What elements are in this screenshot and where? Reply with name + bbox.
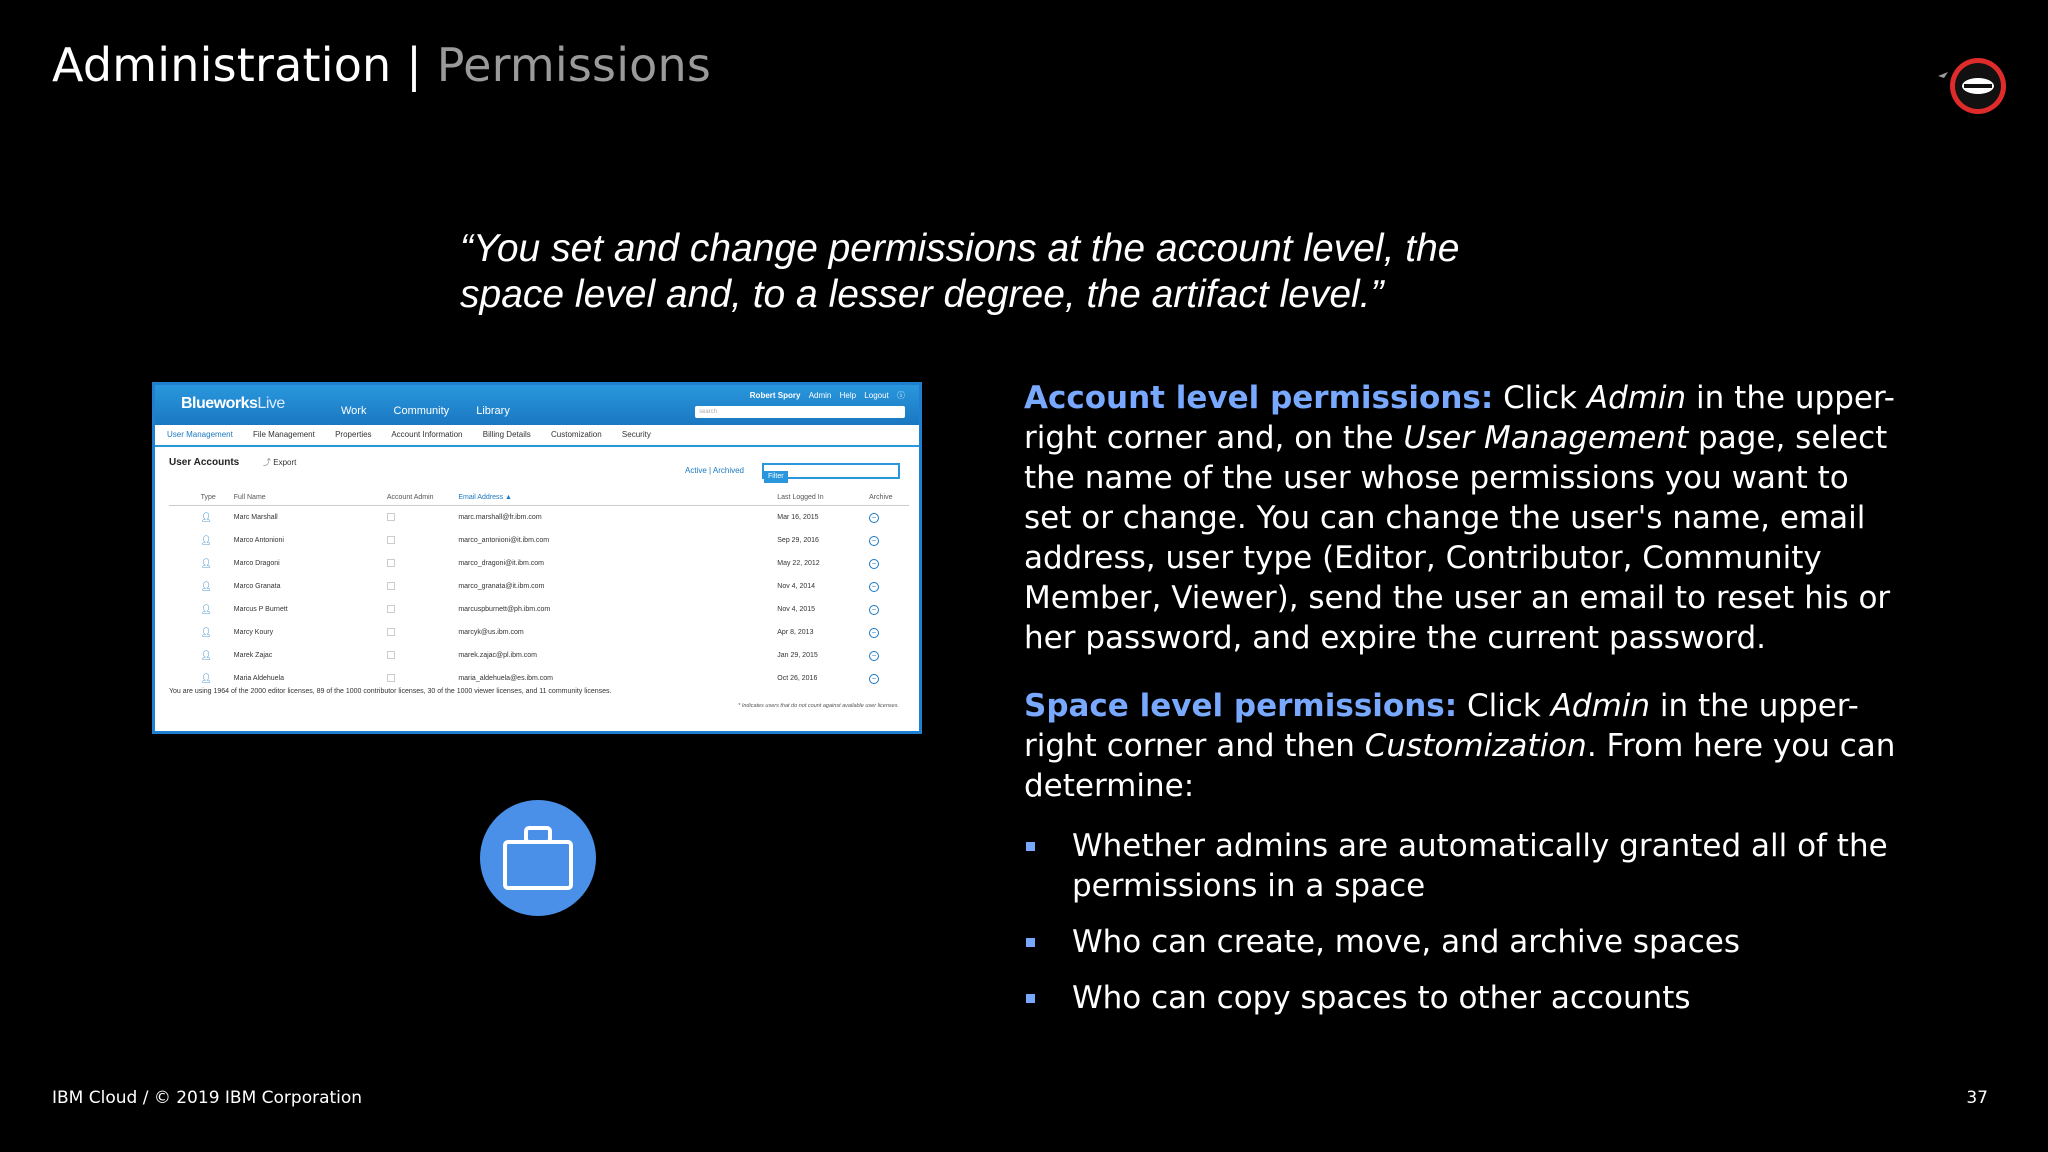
table-row[interactable]	[169, 667, 909, 690]
search-input[interactable]: search	[695, 406, 905, 418]
nav-community[interactable]: Community	[393, 405, 450, 417]
row-type	[200, 644, 233, 667]
brand-live: Live	[257, 395, 285, 412]
export-label: Export	[273, 458, 297, 467]
row-full-name[interactable]: Marco Dragoni	[233, 560, 280, 567]
archive-icon[interactable]: –	[869, 536, 879, 546]
list-item	[1024, 922, 1904, 962]
row-archive	[868, 552, 909, 575]
admin-link[interactable]: Admin	[808, 391, 832, 400]
account-text-2: in the upper-right corner and, on the	[1024, 380, 1895, 456]
col-email[interactable]: Email Address ▲	[457, 489, 776, 506]
admin-checkbox[interactable]	[387, 651, 395, 659]
user-icon: 👤︎	[200, 581, 213, 591]
user-icon: 👤︎	[200, 627, 213, 637]
list-item	[1024, 826, 1904, 906]
bullet-icon	[1026, 994, 1035, 1003]
archive-icon[interactable]: –	[869, 628, 879, 638]
row-select	[169, 506, 200, 530]
row-email: marcyk@us.ibm.com	[458, 629, 524, 636]
page-number: 37	[1966, 1088, 1988, 1108]
blueworks-screenshot	[152, 382, 922, 734]
table-row[interactable]	[169, 598, 909, 621]
tab-properties[interactable]: Properties	[335, 430, 372, 439]
export-icon: ⤴	[263, 458, 274, 467]
admin-checkbox[interactable]	[387, 513, 395, 521]
admin-checkbox[interactable]	[387, 536, 395, 544]
row-email: maria_aldehuela@es.ibm.com	[458, 675, 553, 682]
row-account-admin	[386, 506, 457, 530]
list-item	[1024, 978, 1904, 1018]
admin-checkbox[interactable]	[387, 582, 395, 590]
user-icon: 👤︎	[200, 512, 213, 522]
space-level-paragraph	[1024, 686, 1904, 806]
space-em-admin: Admin	[1550, 688, 1651, 724]
user-name[interactable]: Robert Spory	[749, 391, 801, 400]
user-icon: 👤︎	[200, 558, 213, 568]
table-row[interactable]	[169, 552, 909, 575]
permissions-description	[1024, 378, 1904, 1034]
col-last-logged-in[interactable]: Last Logged In	[776, 489, 868, 506]
row-type	[200, 529, 233, 552]
export-button[interactable]	[263, 457, 296, 468]
admin-checkbox[interactable]	[387, 605, 395, 613]
tab-customization[interactable]: Customization	[551, 430, 602, 439]
row-select	[169, 552, 200, 575]
swoosh-icon	[1936, 70, 1952, 82]
row-email: marc.marshall@fr.ibm.com	[458, 514, 542, 521]
row-archive	[868, 575, 909, 598]
license-note: * Indicates users that do not count against available user licenses.	[738, 703, 899, 709]
account-em-admin: Admin	[1586, 380, 1687, 416]
title-separator: |	[406, 38, 422, 92]
tab-account-information[interactable]: Account Information	[391, 430, 463, 439]
row-full-name[interactable]: Marc Marshall	[233, 514, 278, 521]
row-type	[200, 575, 233, 598]
row-select	[169, 598, 200, 621]
user-icon: 👤︎	[200, 673, 213, 683]
logout-link[interactable]: Logout	[864, 391, 889, 400]
row-last-logged-in: Mar 16, 2015	[777, 514, 819, 521]
bullet-icon	[1026, 842, 1035, 851]
row-archive	[868, 644, 909, 667]
row-select	[169, 575, 200, 598]
help-link[interactable]: Help	[839, 391, 857, 400]
quote-text: “You set and change permissions at the account level, the space level and, to a lesser degree, the artifact level.”	[460, 227, 1460, 316]
account-text-1: Click	[1493, 380, 1587, 416]
row-account-admin	[386, 529, 457, 552]
row-full-name[interactable]: Marek Zajac	[233, 652, 273, 659]
bullet-icon	[1026, 938, 1035, 947]
account-text-3: page, select the name of the user whose permissions you want to set or change. You can change the user's name, email address, user type (Editor, Contributor, Community Member, Viewer), send the user an email to reset his or her password, and expire the current password.	[1024, 420, 1891, 656]
row-email: marco_dragoni@it.ibm.com	[458, 560, 545, 567]
row-last-logged-in: Nov 4, 2014	[777, 583, 816, 590]
title-sub: Permissions	[436, 38, 712, 92]
tab-file-management[interactable]: File Management	[253, 430, 315, 439]
title-main: Administration	[52, 38, 392, 92]
row-email: marco_granata@it.ibm.com	[458, 583, 545, 590]
select-all-column	[169, 489, 200, 506]
admin-tabs	[155, 425, 919, 447]
row-last-logged-in: Nov 4, 2015	[777, 606, 816, 613]
space-permissions-list	[1024, 826, 1904, 1018]
top-nav	[341, 405, 534, 417]
account-em-user-management: User Management	[1403, 420, 1689, 456]
account-level-heading: Account level permissions:	[1024, 380, 1494, 416]
table-row[interactable]	[169, 621, 909, 644]
col-account-admin[interactable]: Account Admin	[386, 489, 457, 506]
account-level-paragraph	[1024, 378, 1904, 658]
space-em-customization: Customization	[1364, 728, 1587, 764]
row-full-name[interactable]: Marco Antonioni	[233, 537, 284, 544]
bullet-text: Who can create, move, and archive spaces	[1072, 924, 1740, 960]
archive-icon[interactable]: –	[869, 582, 879, 592]
info-icon[interactable]: ⓘ	[897, 391, 905, 400]
col-full-name[interactable]: Full Name	[233, 489, 386, 506]
row-last-logged-in: Apr 8, 2013	[777, 629, 814, 636]
tab-billing-details[interactable]: Billing Details	[482, 430, 531, 439]
row-account-admin	[386, 667, 457, 690]
row-select	[169, 529, 200, 552]
user-accounts-heading: User Accounts	[169, 457, 240, 468]
col-archive[interactable]: Archive	[868, 489, 909, 506]
space-level-heading: Space level permissions:	[1024, 688, 1458, 724]
row-type	[200, 667, 233, 690]
table-row[interactable]	[169, 506, 909, 530]
tab-user-management[interactable]: User Management	[167, 430, 233, 439]
archive-icon[interactable]: –	[869, 605, 879, 615]
user-table	[169, 489, 909, 690]
slide-title	[52, 38, 711, 92]
row-type	[200, 506, 233, 530]
row-archive	[868, 598, 909, 621]
user-icon: 👤︎	[200, 604, 213, 614]
row-account-admin	[386, 575, 457, 598]
row-email: marek.zajac@pl.ibm.com	[458, 652, 537, 659]
row-account-admin	[386, 644, 457, 667]
row-account-admin	[386, 621, 457, 644]
nav-work[interactable]: Work	[341, 405, 367, 417]
row-select	[169, 621, 200, 644]
brand-main: Blueworks	[181, 395, 258, 412]
row-last-logged-in: Oct 26, 2016	[777, 675, 818, 682]
row-archive	[868, 667, 909, 690]
row-type	[200, 552, 233, 575]
tab-security[interactable]: Security	[621, 430, 651, 439]
row-last-logged-in: Jan 29, 2015	[777, 652, 818, 659]
row-archive	[868, 529, 909, 552]
user-icon: 👤︎	[200, 535, 213, 545]
archive-icon[interactable]: –	[869, 559, 879, 569]
admin-checkbox[interactable]	[387, 628, 395, 636]
row-archive	[868, 506, 909, 530]
admin-checkbox[interactable]	[387, 674, 395, 682]
table-row[interactable]	[169, 529, 909, 552]
filter-label: Filter	[764, 471, 788, 483]
archive-icon[interactable]: –	[869, 651, 879, 661]
admin-checkbox[interactable]	[387, 559, 395, 567]
row-account-admin	[386, 552, 457, 575]
row-email: marco_antonioni@it.ibm.com	[458, 537, 550, 544]
col-type[interactable]: Type	[200, 489, 233, 506]
row-select	[169, 667, 200, 690]
brand-logo	[181, 395, 285, 413]
row-email: marcuspburnett@ph.ibm.com	[458, 606, 551, 613]
active-archived-toggle[interactable]: Active | Archived	[685, 466, 744, 475]
row-account-admin	[386, 598, 457, 621]
row-last-logged-in: Sep 29, 2016	[777, 537, 819, 544]
footer-copyright: IBM Cloud / © 2019 IBM Corporation	[52, 1088, 363, 1108]
table-row[interactable]	[169, 575, 909, 598]
row-full-name[interactable]: Marcus P Burnett	[233, 606, 288, 613]
row-full-name[interactable]: Marcy Koury	[233, 629, 274, 636]
table-row[interactable]	[169, 644, 909, 667]
ninja-logo-icon	[1950, 58, 2006, 114]
space-text-2: in the upper-right corner and then	[1024, 688, 1859, 764]
row-archive	[868, 621, 909, 644]
user-links	[744, 390, 905, 401]
bullet-text: Who can copy spaces to other accounts	[1072, 980, 1691, 1016]
row-full-name[interactable]: Marco Granata	[233, 583, 281, 590]
row-select	[169, 644, 200, 667]
row-full-name[interactable]: Maria Aldehuela	[233, 675, 284, 682]
app-header	[155, 385, 919, 425]
row-type	[200, 621, 233, 644]
archive-icon[interactable]: –	[869, 513, 879, 523]
filter-input[interactable]	[762, 463, 900, 479]
license-summary: You are using 1964 of the 2000 editor licenses, 89 of the 1000 contributor licenses, 30 of the 1000 viewer licenses, and 11 community licenses.	[169, 688, 612, 695]
user-icon: 👤︎	[200, 650, 213, 660]
briefcase-icon	[480, 800, 596, 916]
row-type	[200, 598, 233, 621]
space-text-3: . From here you can determine:	[1024, 728, 1896, 804]
archive-icon[interactable]: –	[869, 674, 879, 684]
space-text-1: Click	[1457, 688, 1551, 724]
nav-library[interactable]: Library	[476, 405, 510, 417]
row-last-logged-in: May 22, 2012	[777, 560, 820, 567]
bullet-text: Whether admins are automatically granted all of the permissions in a space	[1072, 828, 1888, 904]
